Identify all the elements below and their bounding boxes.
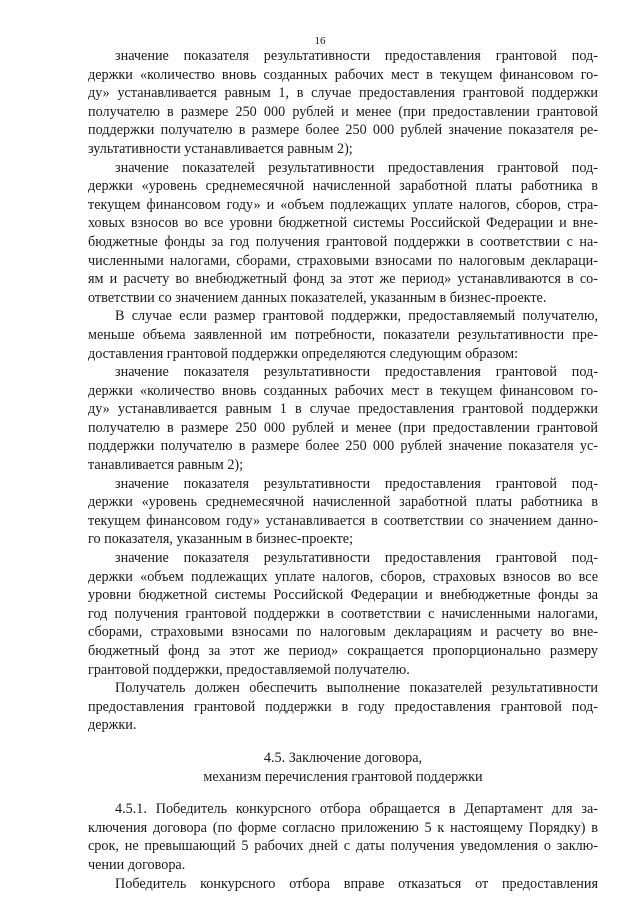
text-line: бюджетный фонд за этот же период» сокращается пропорционально размеру xyxy=(88,643,598,659)
text-line: грантовой поддержки, предоставляемой получателю. xyxy=(88,661,410,678)
text-line: держки «объем подлежащих уплате налогов, сборов, страховых взносов во все xyxy=(88,568,598,585)
text-line: ключения договора (по форме согласно приложению 5 к настоящему Порядку) в xyxy=(88,819,598,836)
section-heading-line-2: механизм перечисления грантовой поддержки xyxy=(203,768,483,785)
text-line: 4.5.1. Победитель конкурсного отбора обращается в Департамент для за- xyxy=(115,801,598,818)
text-line: уровни бюджетной системы Российской Федерации и внебюджетные фонды за xyxy=(88,587,598,604)
text-line: ответствии со значением данных показателей, указанным в бизнес-проекте. xyxy=(88,289,547,306)
text-line: значение показателя результативности предоставления грантовой под- xyxy=(115,48,598,64)
text-line: Получатель должен обеспечить выполнение показателей результативности xyxy=(115,680,598,697)
text-line: поддержки получателю в размере более 250 000 рублей значение показателя ус- xyxy=(88,438,598,455)
spacer xyxy=(88,786,598,800)
text-line: меньше объема заявленной им потребности, показатели результативности пре- xyxy=(88,326,598,343)
text-line: Победитель конкурсного отбора вправе отказаться от предоставления xyxy=(115,875,598,892)
spacer xyxy=(88,735,598,749)
text-line: го показателя, указанным в бизнес-проекте; xyxy=(88,531,354,548)
page-number: 16 xyxy=(314,35,326,47)
text-line: текущем финансовом году» и «объем подлежащих уплате налогов, сборов, стра- xyxy=(88,196,598,213)
text-line: держки «количество вновь созданных рабочих мест в текущем финансовом го- xyxy=(88,382,598,399)
text-line: ям и расчету во внебюджетный фонд за этот же период» устанавливаются в со- xyxy=(88,271,598,288)
text-line: поддержки получателю в размере более 250 000 рублей значение показателя ре- xyxy=(88,122,598,139)
document-body xyxy=(88,47,598,893)
text-line: ду» устанавливается равным 1 в случае предоставления грантовой поддержки xyxy=(88,401,598,418)
text-line: зультативности устанавливается равным 2); xyxy=(88,140,353,157)
text-line: ховых взносов во все уровни бюджетной системы Российской Федерации и вне- xyxy=(88,215,598,232)
text-line: чении договора. xyxy=(88,856,186,873)
text-line: танавливается равным 2); xyxy=(88,457,244,474)
text-line: держки «уровень среднемесячной начисленной заработной платы работника в xyxy=(88,178,598,195)
text-line: получателю в размере 250 000 рублей и менее (при предоставлении грантовой xyxy=(88,103,598,120)
text-line: численными налогами, сборами, страховыми взносами по налоговым деклараци- xyxy=(88,252,598,269)
text-line: держки. xyxy=(88,717,137,734)
text-line: бюджетные фонды за год получения грантовой поддержки в соответствии с на- xyxy=(88,233,598,250)
text-line: держки «уровень среднемесячной начисленной заработной платы работника в xyxy=(88,494,598,511)
text-line: доставления грантовой поддержки определяются следующим образом: xyxy=(88,345,519,362)
text-line: В случае если размер грантовой поддержки, предоставляемый получателю, xyxy=(115,308,598,325)
text-line: срок, не превышающий 5 рабочих дней с даты получения уведомления о заклю- xyxy=(88,838,598,855)
text-line: значение показателей результативности предоставления грантовой под- xyxy=(115,159,598,176)
text-line: предоставления грантовой поддержки в году предоставления грантовой под- xyxy=(88,698,598,715)
body-text-top xyxy=(88,47,598,735)
text-line: держки «количество вновь созданных рабочих мест в текущем финансовом го- xyxy=(88,66,598,83)
text-line: год получения грантовой поддержки в соответствии с начисленными налогами, xyxy=(88,605,598,622)
body-text-bottom xyxy=(88,800,598,893)
text-line: сборами, страховыми взносами по налоговым декларациям и расчету во вне- xyxy=(88,624,598,641)
text-line: значение показателя результативности предоставления грантовой под- xyxy=(115,475,598,492)
text-line: значение показателя результативности предоставления грантовой под- xyxy=(115,550,598,567)
section-heading-line-1: 4.5. Заключение договора, xyxy=(263,749,423,766)
text-line: получателю в размере 250 000 рублей и менее (при предоставлении грантовой xyxy=(88,419,598,436)
text-line: ду» устанавливается равным 1, в случае предоставления грантовой поддержки xyxy=(88,85,598,102)
text-line: текущем финансовом году» устанавливается в соответствии со значением данно- xyxy=(88,512,598,529)
text-line: значение показателя результативности предоставления грантовой под- xyxy=(115,364,598,381)
